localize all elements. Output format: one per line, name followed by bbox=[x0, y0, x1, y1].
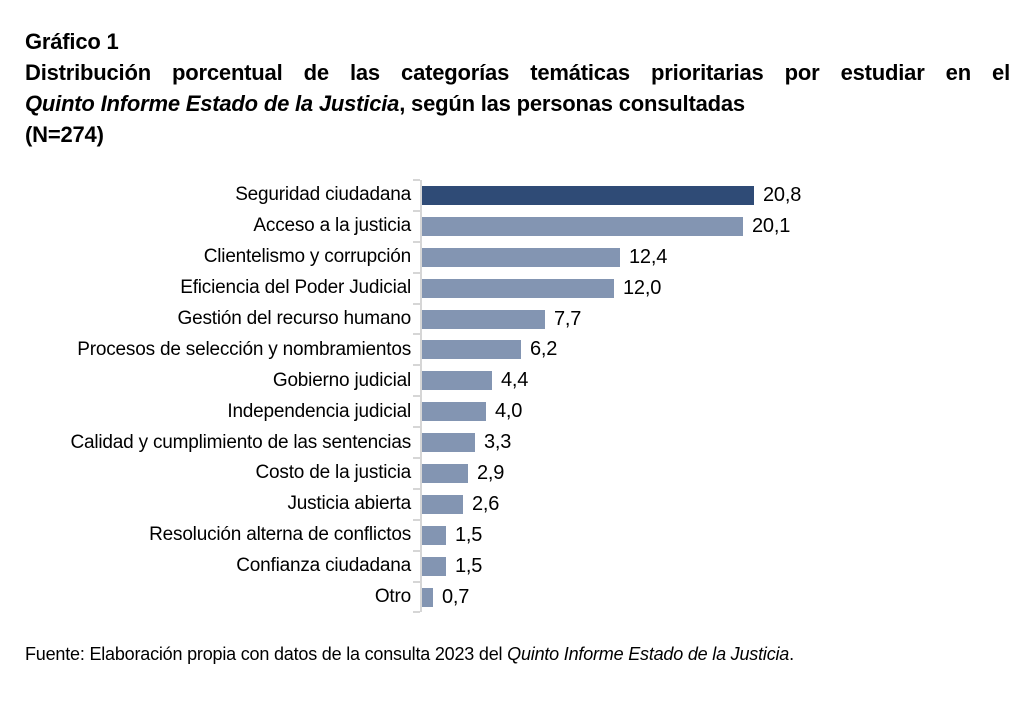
graph-number-label: Gráfico 1 bbox=[25, 29, 119, 54]
category-label: Gobierno judicial bbox=[272, 369, 411, 391]
bar-zone bbox=[420, 365, 999, 396]
category-label: Resolución alterna de conflictos bbox=[149, 524, 411, 546]
bar-zone bbox=[420, 396, 999, 427]
bar-zone bbox=[420, 273, 999, 304]
chart-title-line-2 bbox=[25, 88, 1010, 119]
category-label: Eficiencia del Poder Judicial bbox=[180, 277, 411, 299]
category-label: Procesos de selección y nombramientos bbox=[77, 338, 411, 360]
value-label: 0,7 bbox=[442, 585, 470, 608]
value-label: 1,5 bbox=[455, 523, 483, 546]
chart-title-rest: , según las personas consultadas bbox=[399, 91, 745, 116]
value-label: 1,5 bbox=[455, 554, 483, 577]
category-label: Acceso a la justicia bbox=[253, 215, 411, 237]
category-label: Otro bbox=[374, 586, 411, 608]
value-label: 20,1 bbox=[752, 214, 791, 237]
category-label: Justicia abierta bbox=[287, 493, 411, 515]
chart-title-block bbox=[25, 26, 1010, 150]
bar bbox=[422, 371, 492, 390]
bar bbox=[422, 557, 446, 576]
bar-row bbox=[25, 582, 999, 613]
bar bbox=[422, 186, 754, 205]
value-label: 6,2 bbox=[530, 338, 558, 361]
category-label: Confianza ciudadana bbox=[236, 555, 411, 577]
bar-row bbox=[25, 242, 999, 273]
value-label: 20,8 bbox=[763, 183, 802, 206]
source-note-italic: Quinto Informe Estado de la Justicia bbox=[507, 644, 790, 664]
bar-row bbox=[25, 334, 999, 365]
bar-zone bbox=[420, 458, 999, 489]
bar bbox=[422, 279, 614, 298]
bar bbox=[422, 526, 446, 545]
category-label: Gestión del recurso humano bbox=[177, 308, 411, 329]
bar bbox=[422, 402, 486, 421]
source-note bbox=[25, 644, 999, 665]
value-label: 12,4 bbox=[629, 245, 668, 268]
bar-row bbox=[25, 396, 999, 427]
bar-row bbox=[25, 427, 999, 458]
bar-zone bbox=[420, 582, 999, 613]
category-label: Costo de la justicia bbox=[255, 462, 411, 484]
bar-row bbox=[25, 489, 999, 520]
bar-zone bbox=[420, 211, 999, 242]
category-label: Independencia judicial bbox=[227, 400, 411, 422]
bar bbox=[422, 340, 521, 359]
bar-zone bbox=[420, 427, 999, 458]
bar-zone bbox=[420, 242, 999, 273]
bar bbox=[422, 464, 468, 483]
value-label: 12,0 bbox=[623, 276, 662, 299]
bar-zone bbox=[420, 334, 999, 365]
sample-size-label: (N=274) bbox=[25, 122, 104, 147]
chart-title-line-1: Distribución porcentual de las categorías temáticas prioritarias por estudiar en el bbox=[25, 60, 1010, 85]
bar bbox=[422, 588, 433, 607]
value-label: 7,7 bbox=[554, 307, 582, 330]
bar-row bbox=[25, 458, 999, 489]
value-label: 4,0 bbox=[495, 400, 523, 423]
source-note-period: . bbox=[789, 644, 794, 664]
source-note-regular: Fuente: Elaboración propia con datos de la consulta 2023 del bbox=[25, 644, 508, 664]
value-label: 3,3 bbox=[484, 431, 512, 454]
bar-row bbox=[25, 365, 999, 396]
bar-row bbox=[25, 304, 999, 335]
bar-row bbox=[25, 551, 999, 582]
bar bbox=[422, 248, 620, 267]
value-label: 4,4 bbox=[501, 369, 529, 392]
chart-title-italic: Quinto Informe Estado de la Justicia bbox=[25, 91, 400, 116]
bar-row bbox=[25, 211, 999, 242]
bar bbox=[422, 433, 475, 452]
value-label: 2,6 bbox=[472, 492, 500, 515]
value-label: 2,9 bbox=[477, 461, 505, 484]
bar-zone bbox=[420, 551, 999, 582]
category-label: Seguridad ciudadana bbox=[235, 184, 411, 206]
bar-zone bbox=[420, 489, 999, 520]
bar-row bbox=[25, 273, 999, 304]
bar bbox=[422, 217, 743, 236]
bar bbox=[422, 495, 463, 514]
category-label: Calidad y cumplimiento de las sentencias bbox=[70, 431, 411, 453]
bar-row bbox=[25, 520, 999, 551]
bar bbox=[422, 310, 545, 329]
category-label: Clientelismo y corrupción bbox=[203, 246, 411, 268]
bar-zone bbox=[420, 520, 999, 551]
bar-chart bbox=[25, 180, 999, 612]
bar-row bbox=[25, 180, 999, 211]
bar-zone bbox=[420, 304, 999, 335]
bar-zone bbox=[420, 180, 999, 211]
